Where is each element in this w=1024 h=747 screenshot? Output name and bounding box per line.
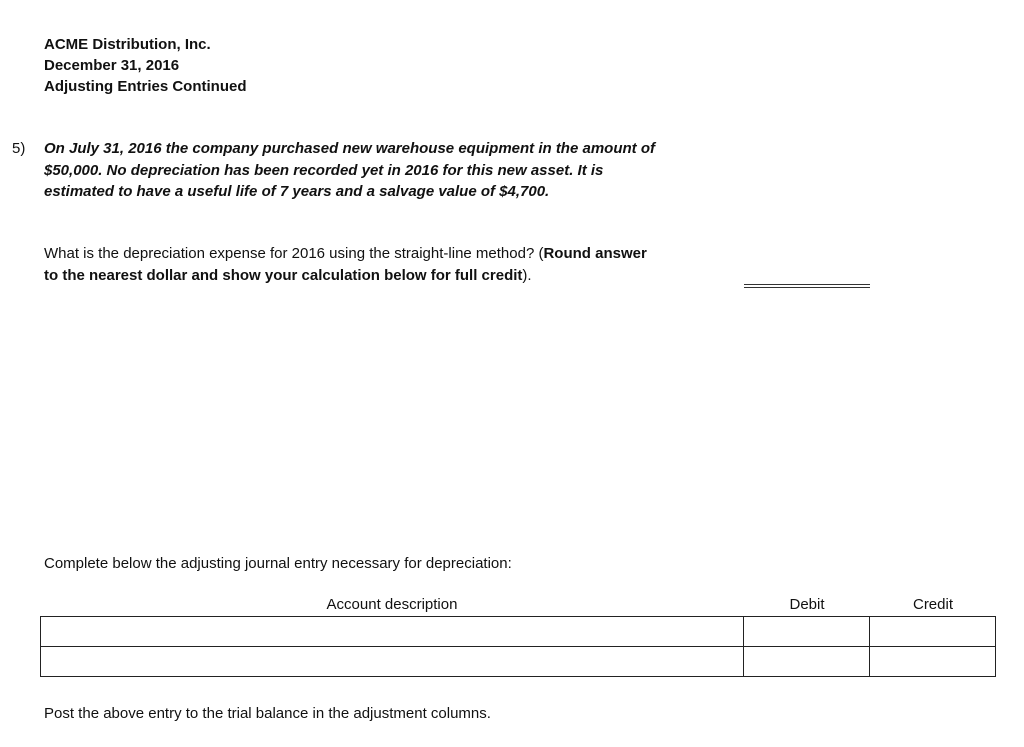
problem-line: estimated to have a useful life of 7 years and a salvage value of $4,700. xyxy=(44,183,550,200)
debit-cell[interactable] xyxy=(744,617,870,647)
credit-cell[interactable] xyxy=(870,617,996,647)
problem-statement xyxy=(44,138,744,203)
journal-row xyxy=(41,647,996,677)
question-line-1: What is the depreciation expense for 2016 using the straight-line method? (Round answer xyxy=(44,245,647,262)
column-header-account: Account description xyxy=(326,596,458,613)
journal-row xyxy=(41,617,996,647)
company-name: ACME Distribution, Inc. xyxy=(44,36,211,53)
problem-number: 5) xyxy=(12,140,26,157)
depreciation-question xyxy=(44,243,744,287)
column-header-credit: Credit xyxy=(912,596,953,613)
journal-entry-table xyxy=(40,616,996,677)
account-cell[interactable] xyxy=(41,647,744,677)
answer-blank[interactable] xyxy=(744,284,870,288)
account-cell[interactable] xyxy=(41,617,744,647)
question-line-2: to the nearest dollar and show your calculation below for full credit). xyxy=(44,267,532,284)
document-header xyxy=(44,34,247,97)
column-header-debit: Debit xyxy=(789,596,825,613)
debit-cell[interactable] xyxy=(744,647,870,677)
problem-line: $50,000. No depreciation has been recorded yet in 2016 for this new asset. It is xyxy=(44,161,604,179)
document-subtitle: Adjusting Entries Continued xyxy=(44,78,247,95)
credit-cell[interactable] xyxy=(870,647,996,677)
posting-instruction: Post the above entry to the trial balance in the adjustment columns. xyxy=(44,705,491,722)
journal-instructions: Complete below the adjusting journal entry necessary for depreciation: xyxy=(44,555,512,572)
problem-line: On July 31, 2016 the company purchased new warehouse equipment in the amount of xyxy=(44,140,655,157)
statement-date: December 31, 2016 xyxy=(44,57,180,74)
